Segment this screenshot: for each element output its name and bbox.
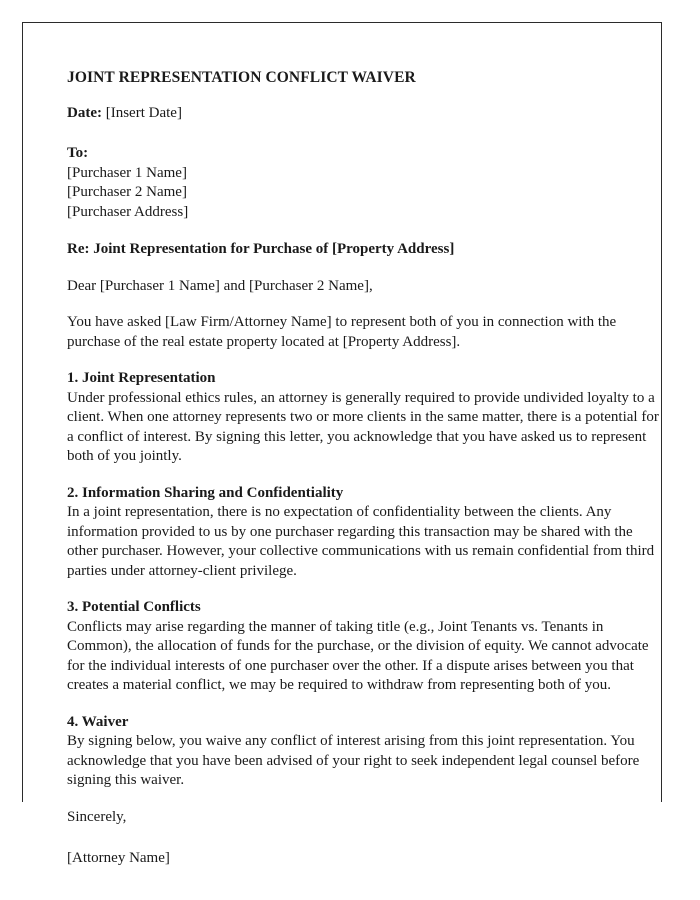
section-heading: 2. Information Sharing and Confidentiality <box>67 484 344 501</box>
section-heading: 4. Waiver <box>67 713 129 730</box>
document-page <box>22 22 662 867</box>
recipient-line: [Purchaser Address] <box>67 203 189 220</box>
recipient-line: [Purchaser 2 Name] <box>67 184 187 201</box>
section-heading: 3. Potential Conflicts <box>67 599 201 616</box>
section-joint-representation <box>67 369 659 467</box>
section-information-sharing <box>67 484 659 582</box>
intro-paragraph: You have asked [Law Firm/Attorney Name] to represent both of you in connection with the purchase of the real estate property located at [Property Address]. <box>67 314 617 350</box>
recipient-line: [Purchaser 1 Name] <box>67 164 187 181</box>
closing-line: Sincerely, <box>67 808 127 825</box>
document-body <box>67 68 659 869</box>
section-heading: 1. Joint Representation <box>67 370 216 387</box>
section-body: In a joint representation, there is no expectation of confidentiality between the clients. Any information provided to us by one purchaser regarding this transaction may be shared with the other purchaser. However, your collective communications with us remain confidential from third parties under attorney-client privilege. <box>67 504 655 579</box>
salutation: Dear [Purchaser 1 Name] and [Purchaser 2 Name], <box>67 277 373 294</box>
section-waiver <box>67 713 659 791</box>
section-body: Conflicts may arise regarding the manner of taking title (e.g., Joint Tenants vs. Tenants in Common), the allocation of funds for the purchase, or the division of equity. We cannot advocate for the individual interests of one purchaser over the other. If a dispute arises between you that creates a material conflict, we may be required to withdraw from representing both of you. <box>67 618 649 694</box>
recipient-label: To: <box>67 144 89 161</box>
section-potential-conflicts <box>67 598 659 696</box>
recipient-block <box>67 144 659 223</box>
date-value: [Insert Date] <box>105 105 182 122</box>
page-title: JOINT REPRESENTATION CONFLICT WAIVER <box>67 69 416 86</box>
section-body: Under professional ethics rules, an attorney is generally required to provide undivided loyalty to a client. When one attorney represents two or more clients in the same matter, there is a potential for a conflict of interest. By signing this letter, you acknowledge that you have asked us to represent both of you jointly. <box>67 389 659 465</box>
section-body: By signing below, you waive any conflict of interest arising from this joint representation. You acknowledge that you have been advised of your right to seek independent legal counsel before signing this waiver. <box>67 733 640 789</box>
date-line <box>67 104 659 124</box>
date-label: Date: <box>67 105 102 122</box>
signature-name: [Attorney Name] <box>67 850 170 867</box>
subject-line: Re: Joint Representation for Purchase of [Property Address] <box>67 241 455 258</box>
